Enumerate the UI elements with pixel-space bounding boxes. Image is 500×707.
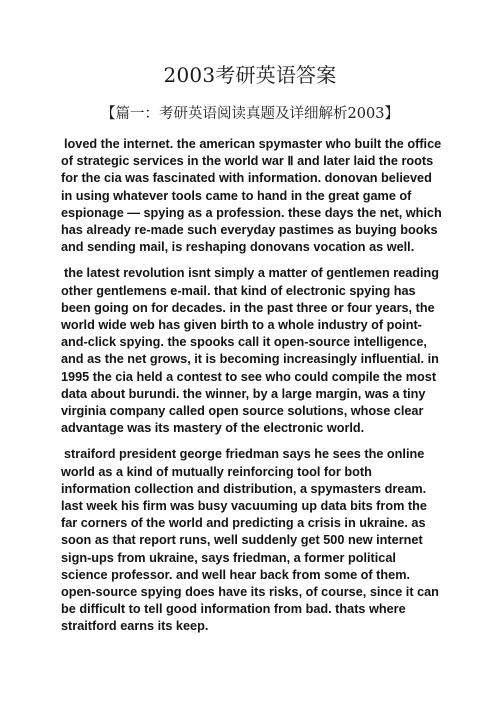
paragraph: the latest revolution isnt simply a matter of gentlemen reading other gentlemens e-mail. that kind of electronic spying has been going on for decades. in the past three or four years, the world wide web has given birth to a whole industry of point-and-click spying. the spooks call it open-source intelligence, and as the net grows, it is becoming increasingly influential. in 1995 the cia held a contest to see who could compile the most data about burundi. the winner, by a large margin, was a tiny virginia company called open source solutions, whose clear advantage was its mastery of the electronic world. bbox=[61, 266, 440, 436]
section-heading: 【篇一：考研英语阅读真题及详细解析2003】 bbox=[101, 106, 399, 122]
page-title: 2003考研英语答案 bbox=[163, 63, 337, 87]
paragraph: straiford president george friedman says he sees the online world as a kind of mutually reinforcing tool for both information collection and distribution, a spymasters dream. last week his firm was busy vacuuming up data bits from the far corners of the world and predicting a crisis in ukraine. as soon as that report runs, well suddenly get 500 new internet sign-ups from ukraine, says friedman, a former political science professor. and well hear back from some of them. open-source spying does have its risks, of course, since it can be difficult to tell good information from bad. thats where straitford earns its keep. bbox=[61, 447, 439, 634]
paragraph: loved the internet. the american spymaster who built the office of strategic services in the world war Ⅱ and later laid the roots for the cia was fascinated with information. donovan believed in using whatever tools came to hand in the great game of espionage — spying as a profession. these days the net, which has already re-made such everyday pastimes as buying books and sending mail, is reshaping donovans vocation as well. bbox=[61, 137, 442, 255]
article-body bbox=[61, 136, 443, 645]
